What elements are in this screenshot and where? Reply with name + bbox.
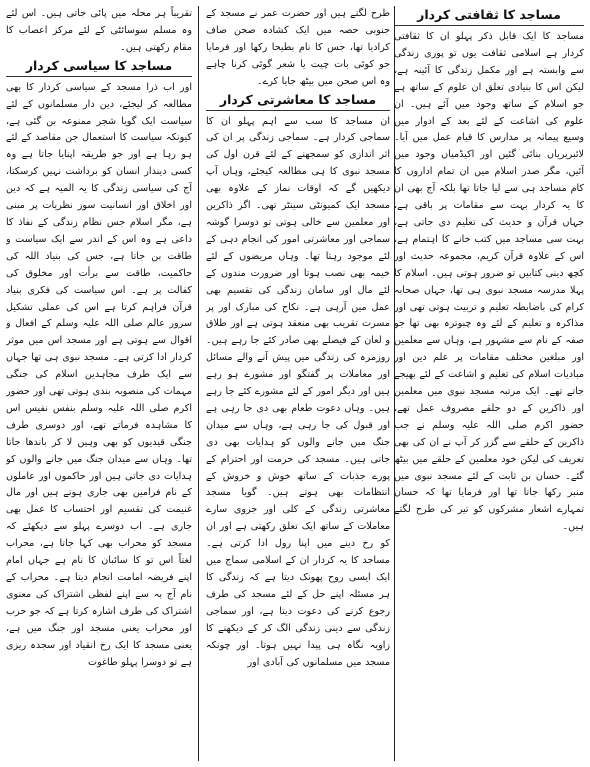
paragraph: تقریباً ہر محلہ میں پائی جاتی ہیں۔ اس لئے وہ مسلم سوسائٹی کے لئے مرکز اعصاب کا مقام رکھتی ہیں۔ [6,8,192,53]
paragraph: ان مساجد کا سب سے اہم پہلو ان کا سماجی کردار ہے۔ سماجی زندگی پر ان کی اثر اندازی کو سمجھنے کے لئے قرن اول کی مسجد نبوی کا ہی مطالعہ کیجئے، وہاں آپ دیکھیں گے کہ اوقات نماز کے علاوہ بھی مسجد ایک کمیونٹی سینٹر تھی۔ اگر ذاکرین اور معلمین سے خالی ہوتی تو دوسرا گوشہ سماجی اور معاشرتی امور کی انجام دہی کے لئے موجود رہتا تھا۔ وہاں مریضوں کے لئے خیمہ بھی نصب ہوتا اور ضرورت مندوں کے لئے مال اور سامان زندگی کی تقسیم بھی عمل میں آرہی ہے۔ نکاح کی مبارک اور پر مسرت تقریب بھی منعقد ہوتی ہے اور طلاق و لعان کے فیصلے بھی صادر کئے جا رہے ہیں۔ روزمرہ کی زندگی میں پیش آنے والے مسائل اور معاملات پر گفتگو اور مشورے ہو رہے ہیں اور دیگر امور کے لئے مشورے کئے جا رہے ہیں۔ وہاں دعوت طعام بھی دی جا رہی ہے اور قبول کی جا رہی ہے، وہاں سے میدان جنگ میں جانے والوں کو ہدایات بھی دی جاتی ہیں۔ مسجد کی حرمت اور احترام کے پورے جذبات کے ساتھ خوش و خروش کے انتظامات بھی ہوتے ہیں۔ گویا مسجد معاشرتی زندگی کے کلی اور جزوی سارے معاملات کے ساتھ ایک تعلق رکھتی ہے اور ان کو رخ دینے میں اپنا رول ادا کرتی ہے۔ مساجد کا یہ کردار ان کے اسلامی سماج میں ایک ایسی روح پھونک دیتا ہے کہ زندگی کا ہر مسئلہ اپنے حل کے لئے مسجد کی طرف رجوع کرنے کی دعوت دیتا ہے، اور سماجی زندگی سے دینی زندگی الگ کر کے دیکھنے کا زاویہ نگاہ ہی پیدا نہیں ہوتا۔ اور چونکہ مسجد میں مسلمانوں کی آبادی اور [206,115,390,668]
article-column-left [6,6,192,763]
section-heading-social-role: مساجد کا معاشرتی کردار [206,92,390,111]
paragraph: مساجد کا ایک قابل ذکر پہلو ان کا ثقافتی کردار ہے اسلامی ثقافت یوں تو پوری زندگی سے وابستہ ہے اور مکمل زندگی کا آئینہ ہے، لیکن اس کا بنیادی تعلق ان علوم کے ساتھ ہے جو اسلام کے ساتھ وجود میں آئے ہیں۔ ان علوم کی اشاعت کے لئے بعد کے ادوار میں وسیع پیمانہ پر مدارس کا قیام عمل میں آیا۔ لائبریریاں بنائی گئیں اور اکیڈمیاں وجود میں آئیں، مگر صدر اسلام میں ان تمام اداروں کا کام مساجد ہی سے لیا جاتا تھا بلکہ آج بھی ان کا یہ کردار بہت سے مقامات پر باقی ہے، جہاں قرآن و حدیث کی تعلیم دی جاتی ہے، بہت سی مساجد میں کتب خانے کا اہتمام ہے، اس کے علاوہ قرآن کریم، مجموعہ حدیث اور کچھ دینی کتابیں تو ضرور ہوتی ہیں۔ اسلام کا پہلا مدرسہ مسجد نبوی ہی تھا، جہاں صحابہ کرام کی باضابطہ تعلیم و تربیت ہوتی تھی اور مذاکرہ و تعلیم کے لئے وہ چبوترہ بھی تھا جو صفہ کے نام سے مشہور ہے، وہاں سے معلمین اور مبلغین مختلف مقامات پر علم دین اور مبادیات اسلام کی تعلیم و اشاعت کے لئے بھیجے جاتے تھے۔ ایک مرتبہ مسجد نبوی میں معلمین اور ذاکرین کے دو حلقے مصروف عمل تھے، حضور اکرم صلی اللہ علیہ وسلم نے جب ذاکرین کے حلقے سے گزر کر آپ نے ان کی بھی تعریف کی لیکن خود معلمین کے حلقے میں بیٹھ گئے۔ حسان بن ثابت کے لئے مسجد نبوی میں منبر رکھا جاتا تھا اور فرمایا تھا کہ حسان تمہارے اشعار مشرکوں کو تیر کی طرح لگتے ہیں۔ [394,31,584,533]
article-column-middle [206,6,390,763]
column-divider [198,6,199,761]
paragraph: طرح لگتے ہیں اور حضرت عمر نے مسجد کے جنوبی حصہ میں ایک کشادہ صحن صاف کرادیا تھا، جس کا نام بطیحا رکھا اور فرمایا جو کوئی بات چیت یا شعر گوئی کرنا چاہے وہ اس صحن میں بیٹھ جایا کرے۔ [206,8,390,87]
article-column-right [394,6,584,763]
section-heading-political-role: مساجد کا سیاسی کردار [6,58,192,77]
paragraph: اور اب ذرا مسجد کے سیاسی کردار کا بھی مطالعہ کر لیجئے، دین دار مسلمانوں کے لئے سیاست ایک گویا شجر ممنوعہ بن گئی ہے، کیونکہ سیاست کا استعمال جن مقاصد کے لئے ہو رہا ہے اور جو طریقہ اپنایا جاتا ہے وہ کسی دیندار انسان کو برداشت نہیں کرسکتا، آج کی سیاسی زندگی کا یہ المیہ ہے کہ دین اور اخلاق اور انسانیت سوز نظریات پر مبنی ہے، مگر اسلام جس نظام زندگی کے نفاذ کا داعی ہے وہ اس کے اندر سے ایک سیاست و طاقت بن جاتا ہے، جس کی بنیاد اللہ کی حاکمیت، طاقت سے برأت اور مخلوق کی کفالت پر ہے۔ اس سیاست کی فکری بنیاد قرآن فراہم کرتا ہے اس کی عملی تشکیل سرور عالم صلی اللہ علیہ وسلم کے افعال و اقوال سے ہوتی ہے اور مسجد اس میں موثر کردار ادا کرتی ہے۔ مسجد نبوی ہی تھا جہاں سے ایک طرف مجاہدین اسلام کی جنگی مہمات کی منصوبہ بندی ہوتی تھی اور حضور اکرم صلی اللہ علیہ وسلم بنفس نفیس اس کا مشاہدہ فرماتے تھے، اور دوسری طرف جنگی قیدیوں کو بھی وہیں لا کر باندھا جاتا تھا۔ وہاں سے میدان جنگ میں جانے والوں کو ہدایات دی جاتی ہیں اور حاکموں اور عاملوں کے نام فرامین بھی جاری ہوتے ہیں اور مال غنیمت کی تقسیم اور احتساب کا عمل بھی جاری ہے۔ اب دوسرے پہلو سے دیکھئے کہ مسجد کو محراب بھی کہا جاتا ہے، محراب لغتاً اس تو کا سائبان کا نام ہے جہاں امام اپنے فریضہ امامت انجام دیتا ہے۔ محراب کے نام آج بہ سے اپنے لفظی اشتراک کی معنوی اشتراک کی طرف اشارہ کرتا ہے کہ جو حرب اور محراب یعنی مسجد اور جنگ میں ہے، یعنی مسجد کا ایک رخ انقیاد اور سجدہ ریزی ہے تو دوسرا پہلو طاغوت [6,81,192,668]
section-heading-cultural-role: مساجد کا ثقافتی کردار [394,7,584,26]
